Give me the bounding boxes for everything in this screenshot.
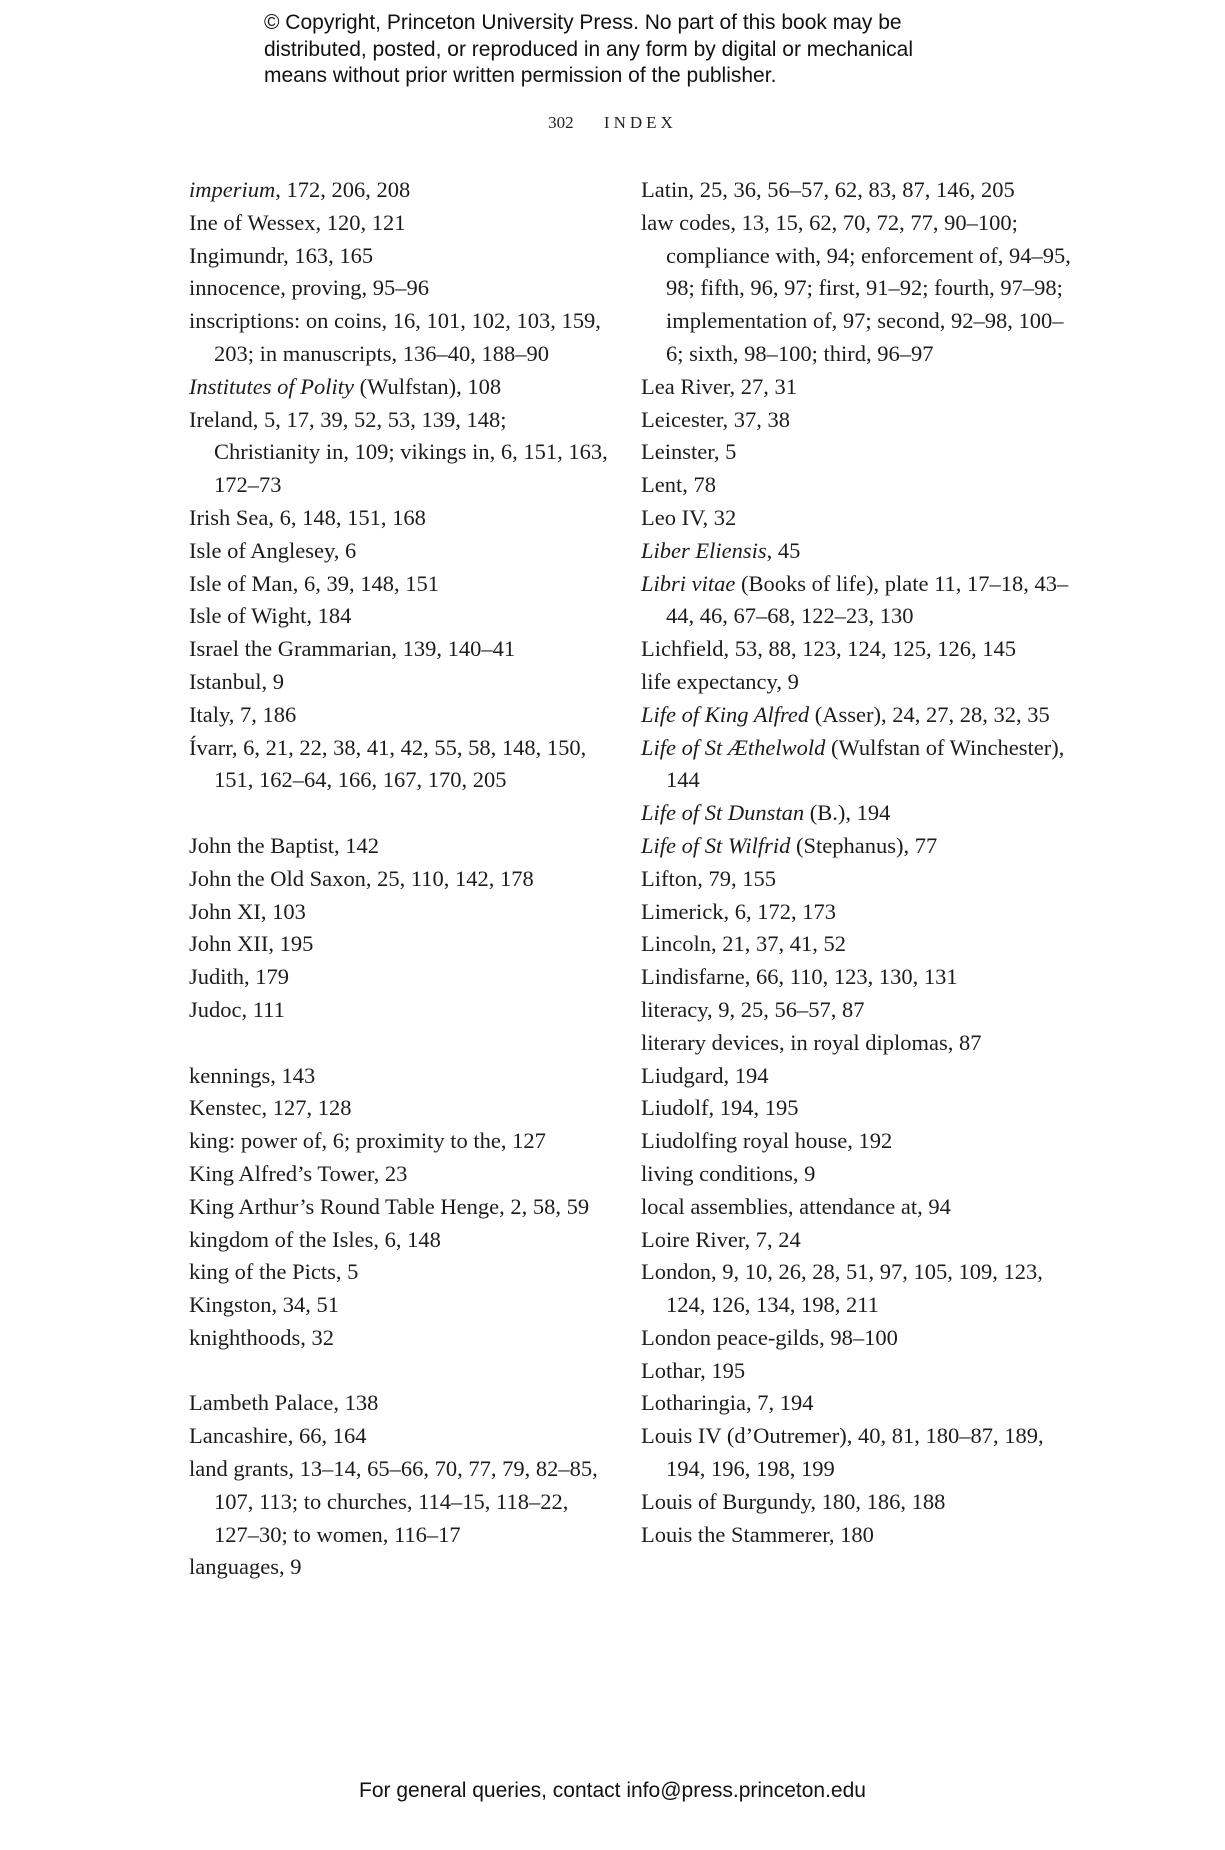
index-entry xyxy=(641,666,1071,699)
entry-locators: (Asser), 24, 27, 28, 32, 35 xyxy=(809,701,1050,727)
entry-term: Liudolf xyxy=(641,1095,709,1121)
entry-locators: , 5 xyxy=(335,1259,359,1285)
entry-locators: , 6, 172, 173 xyxy=(723,898,836,924)
index-entry xyxy=(189,600,609,633)
index-entry xyxy=(189,1420,609,1453)
entry-locators: , 21, 37, 41, 52 xyxy=(710,931,846,957)
index-entry xyxy=(189,1092,609,1125)
index-entry xyxy=(189,568,609,601)
entry-term: literary devices, in royal diplomas xyxy=(641,1029,948,1055)
entry-term: Lancashire xyxy=(189,1423,288,1449)
entry-term: Lindisfarne xyxy=(641,964,745,990)
entry-term: Isle of Man xyxy=(189,570,293,596)
copyright-line: distributed, posted, or reproduced in any form by digital or mechanical xyxy=(264,37,914,61)
entry-term: London xyxy=(641,1259,711,1285)
entry-term: Life of St Æthelwold xyxy=(641,734,826,760)
entry-locators: , 37, 38 xyxy=(722,406,791,432)
index-entry xyxy=(189,1060,609,1093)
entry-locators: , 5 xyxy=(713,439,737,465)
entry-term: King Arthur’s Round Table Henge xyxy=(189,1193,500,1219)
index-entry xyxy=(189,305,609,371)
index-entry xyxy=(641,896,1071,929)
entry-term: local assemblies, attendance at xyxy=(641,1193,918,1219)
entry-locators: , 98–100 xyxy=(819,1324,898,1350)
entry-term: Leicester xyxy=(641,406,723,432)
entry-locators: , 7, 186 xyxy=(228,701,297,727)
copyright-line: means without prior written permission of the publisher. xyxy=(264,64,777,87)
index-entry xyxy=(189,863,609,896)
index-entry xyxy=(189,928,609,961)
entry-term: literacy xyxy=(641,996,707,1022)
entry-locators: , 40, 81, 180–87, 189, 194, 196, 198, 199 xyxy=(666,1423,1044,1482)
entry-locators: , 78 xyxy=(682,472,716,498)
index-entry xyxy=(189,174,609,207)
entry-locators: , 53, 88, 123, 124, 125, 126, 145 xyxy=(723,636,1016,662)
entry-locators: (Wulfstan of Winchester), 144 xyxy=(666,734,1065,793)
entry-locators: , 7, 194 xyxy=(745,1390,814,1416)
index-entry xyxy=(189,1551,609,1584)
index-entry xyxy=(641,863,1071,896)
letter-group-gap xyxy=(189,797,609,830)
index-entry xyxy=(641,1355,1071,1388)
entry-term: Leinster xyxy=(641,439,714,465)
entry-term: Lent xyxy=(641,472,683,498)
index-column-left xyxy=(189,174,609,1584)
index-entry xyxy=(641,699,1071,732)
entry-term: Lambeth Palace xyxy=(189,1390,334,1416)
running-header xyxy=(0,113,1225,133)
entry-locators: , 139, 140–41 xyxy=(391,636,516,662)
entry-term: Lothar xyxy=(641,1357,701,1383)
entry-locators: , 6, 148, 151, 168 xyxy=(268,504,426,530)
entry-term: Irish Sea xyxy=(189,504,269,530)
index-entry xyxy=(641,961,1071,994)
entry-locators: , 195 xyxy=(700,1357,746,1383)
entry-term: Ireland xyxy=(189,406,253,432)
entry-locators: , 95–96 xyxy=(361,275,429,301)
copyright-line: © Copyright, Princeton University Press. No part of this book may be xyxy=(264,11,902,34)
entry-term: Ingimundr xyxy=(189,242,284,268)
entry-locators: , 172, 206, 208 xyxy=(275,177,411,202)
entry-term: John XII xyxy=(189,931,269,957)
index-entry xyxy=(641,1191,1071,1224)
index-entry xyxy=(189,1387,609,1420)
entry-term: Institutes of Polity xyxy=(189,373,354,399)
index-entry xyxy=(641,994,1071,1027)
entry-locators: , 143 xyxy=(270,1062,316,1088)
entry-locators: , 25, 110, 142, 178 xyxy=(365,865,534,891)
entry-term: Lea River xyxy=(641,373,730,399)
index-entry xyxy=(641,1092,1071,1125)
page-number: 302 xyxy=(548,113,574,132)
index-entry xyxy=(641,1486,1071,1519)
index-entry xyxy=(641,404,1071,437)
entry-term: John the Old Saxon xyxy=(189,865,366,891)
index-entry xyxy=(641,1256,1071,1322)
entry-locators: , 16, 101, 102, 103, 159, 203; in manuscripts, 136–40, 188–90 xyxy=(214,308,601,366)
entry-locators: , 13, 15, 62, 70, 72, 77, 90–100; compliance with, 94; enforcement of, 94–95, 98; fifth, 96, 97; first, 91–92; fourth, 97–98; implementation of, 97; second, 92–98, 100–6; sixth, 98–100; third, 96–97 xyxy=(666,209,1071,366)
index-entry xyxy=(641,207,1071,371)
entry-locators: , 9, 25, 56–57, 87 xyxy=(707,996,865,1022)
index-entry xyxy=(189,272,609,305)
index-entry xyxy=(641,928,1071,961)
entry-locators: , 192 xyxy=(847,1128,893,1154)
entry-term: Isle of Wight xyxy=(189,603,307,629)
entry-locators: , 163, 165 xyxy=(283,242,374,268)
index-entry xyxy=(641,1387,1071,1420)
index-entry xyxy=(189,1453,609,1551)
index-entry xyxy=(189,961,609,994)
index-entry xyxy=(189,732,609,798)
section-title: INDEX xyxy=(603,113,677,132)
entry-term: Limerick xyxy=(641,898,724,924)
entry-locators: , 194 xyxy=(723,1062,769,1088)
entry-term: Liber Eliensis xyxy=(641,537,767,563)
index-entry xyxy=(641,732,1071,798)
index-entry xyxy=(189,404,609,502)
entry-locators: , 195 xyxy=(268,931,314,957)
entry-locators: (Wulfstan), 108 xyxy=(353,373,502,399)
entry-term: Italy xyxy=(189,701,229,727)
entry-term: Louis IV (d’Outremer) xyxy=(641,1423,847,1449)
index-entry xyxy=(641,1125,1071,1158)
entry-locators: , 142 xyxy=(334,832,379,858)
entry-term: Judith xyxy=(189,964,245,990)
footer-contact: For general queries, contact info@press.princeton.edu xyxy=(359,1779,866,1802)
entry-term: law codes xyxy=(641,209,731,235)
index-entry xyxy=(189,1158,609,1191)
entry-locators: , 9 xyxy=(776,668,799,694)
entry-locators: , 25, 36, 56–57, 62, 83, 87, 146, 205 xyxy=(688,177,1015,202)
index-entry xyxy=(189,633,609,666)
index-entry xyxy=(189,371,609,404)
entry-term: Kenstec xyxy=(189,1095,262,1121)
entry-term: John the Baptist xyxy=(189,832,334,858)
entry-term: Louis the Stammerer xyxy=(641,1521,829,1547)
entry-locators: , 6 xyxy=(333,537,357,563)
index-entry xyxy=(189,699,609,732)
entry-term: innocence, proving xyxy=(189,275,362,301)
entry-term: Louis of Burgundy xyxy=(641,1488,811,1514)
index-entry xyxy=(641,568,1071,634)
index-entry xyxy=(641,535,1071,568)
index-entry xyxy=(189,1322,609,1355)
entry-locators: , 120, 121 xyxy=(315,209,406,235)
entry-term: Ívarr xyxy=(189,734,232,760)
entry-term: Leo IV xyxy=(641,504,703,530)
entry-term: land grants xyxy=(189,1456,289,1482)
index-column-right xyxy=(641,174,1071,1551)
index-entry xyxy=(189,896,609,929)
entry-term: kennings xyxy=(189,1062,271,1088)
entry-locators: , 9, 10, 26, 28, 51, 97, 105, 109, 123, 124, 126, 134, 198, 211 xyxy=(666,1259,1043,1318)
entry-locators: , 32 xyxy=(702,504,737,530)
index-entry xyxy=(189,240,609,273)
entry-term: king: power of xyxy=(189,1128,322,1154)
entry-term: Judoc xyxy=(189,996,242,1022)
index-entry xyxy=(189,1256,609,1289)
entry-locators: , 180, 186, 188 xyxy=(810,1488,946,1514)
index-entry xyxy=(641,1158,1071,1191)
index-entry xyxy=(641,1060,1071,1093)
entry-locators: , 111 xyxy=(241,996,285,1022)
entry-locators: , 2, 58, 59 xyxy=(499,1193,590,1219)
entry-locators: (Stephanus), 77 xyxy=(790,832,938,858)
index-entry xyxy=(189,666,609,699)
entry-locators: , 6, 21, 22, 38, 41, 42, 55, 58, 148, 150, 151, 162–64, 166, 167, 170, 205 xyxy=(214,734,587,793)
index-entry xyxy=(641,174,1071,207)
index-entry xyxy=(189,535,609,568)
entry-locators: , 179 xyxy=(244,964,290,990)
index-entry xyxy=(189,1191,609,1224)
entry-term: knighthoods xyxy=(189,1324,301,1350)
index-entry xyxy=(641,830,1071,863)
index-entry xyxy=(189,502,609,535)
entry-term: king of the Picts xyxy=(189,1259,336,1285)
entry-locators: , 87 xyxy=(947,1029,982,1055)
entry-term: Ine of Wessex xyxy=(189,209,316,235)
index-entry xyxy=(641,1027,1071,1060)
entry-locators: , 6, 39, 148, 151 xyxy=(292,570,439,596)
entry-locators: , 34, 51 xyxy=(271,1292,340,1318)
letter-group-gap xyxy=(189,1027,609,1060)
entry-term: Libri vitae xyxy=(641,570,736,596)
entry-locators: , 9 xyxy=(261,668,284,694)
entry-term: imperium xyxy=(189,177,276,202)
entry-locators: , 103 xyxy=(260,898,306,924)
index-entry xyxy=(641,436,1071,469)
entry-locators: , 66, 164 xyxy=(287,1423,367,1449)
entry-locators: , 127, 128 xyxy=(261,1095,352,1121)
entry-term: Lotharingia xyxy=(641,1390,746,1416)
entry-locators: , 138 xyxy=(333,1390,379,1416)
entry-locators: (B.), 194 xyxy=(804,800,891,826)
entry-term: languages xyxy=(189,1554,279,1580)
entry-term: Lifton xyxy=(641,865,698,891)
entry-locators: , 6; proximity to the, 127 xyxy=(321,1128,546,1154)
entry-term: Loire River xyxy=(641,1226,745,1252)
entry-locators: , 5, 17, 39, 52, 53, 139, 148; Christianity in, 109; vikings in, 6, 151, 163, 172–73 xyxy=(214,406,608,498)
index-entry xyxy=(641,371,1071,404)
entry-term: Life of St Dunstan xyxy=(641,800,805,826)
entry-locators: , 6, 148 xyxy=(373,1226,441,1252)
entry-term: living conditions xyxy=(641,1160,793,1186)
entry-locators: , 94 xyxy=(917,1193,951,1219)
entry-term: Liudolfing royal house xyxy=(641,1128,848,1154)
entry-term: life expectancy xyxy=(641,668,777,694)
entry-locators: , 79, 155 xyxy=(697,865,776,891)
entry-locators: , 66, 110, 123, 130, 131 xyxy=(744,964,958,990)
entry-locators: , 13–14, 65–66, 70, 77, 79, 82–85, 107, 113; to churches, 114–15, 118–22, 127–30; to women, 116–17 xyxy=(214,1456,598,1547)
index-entry xyxy=(189,1125,609,1158)
entry-term: Lincoln xyxy=(641,931,711,957)
index-entry xyxy=(641,502,1071,535)
entry-term: Kingston xyxy=(189,1292,272,1318)
entry-term: John XI xyxy=(189,898,261,924)
index-entry xyxy=(641,469,1071,502)
index-entry xyxy=(641,1224,1071,1257)
entry-locators: , 7, 24 xyxy=(744,1226,801,1252)
entry-locators: , 9 xyxy=(278,1554,302,1580)
entry-locators: , 45 xyxy=(766,537,801,563)
index-entry xyxy=(189,994,609,1027)
entry-locators: , 180 xyxy=(828,1521,874,1547)
entry-term: Lichfield xyxy=(641,636,724,662)
entry-term: Istanbul xyxy=(189,668,262,694)
entry-locators: , 194, 195 xyxy=(708,1095,799,1121)
entry-locators: (Books of life), plate 11, 17–18, 43–44, 46, 67–68, 122–23, 130 xyxy=(666,570,1069,629)
index-entry xyxy=(641,1420,1071,1486)
entry-locators: , 9 xyxy=(792,1160,816,1186)
index-entry xyxy=(189,830,609,863)
copyright-notice xyxy=(264,10,964,90)
entry-term: London peace-gilds xyxy=(641,1324,820,1350)
entry-term: Liudgard xyxy=(641,1062,724,1088)
entry-term: Life of St Wilfrid xyxy=(641,832,791,858)
index-entry xyxy=(641,1519,1071,1552)
entry-term: Latin xyxy=(641,177,689,202)
entry-locators: , 23 xyxy=(373,1160,408,1186)
index-entry xyxy=(189,1289,609,1322)
letter-group-gap xyxy=(189,1355,609,1388)
entry-term: Israel the Grammarian xyxy=(189,636,392,662)
entry-term: Life of King Alfred xyxy=(641,701,810,727)
entry-term: King Alfred’s Tower xyxy=(189,1160,374,1186)
entry-locators: , 27, 31 xyxy=(729,373,797,399)
index-entry xyxy=(641,1322,1071,1355)
entry-term: kingdom of the Isles xyxy=(189,1226,374,1252)
index-entry xyxy=(641,633,1071,666)
index-entry xyxy=(641,797,1071,830)
index-entry xyxy=(189,1224,609,1257)
entry-term: Isle of Anglesey xyxy=(189,537,334,563)
index-entry xyxy=(189,207,609,240)
entry-term: inscriptions: on coins xyxy=(189,308,382,334)
entry-locators: , 32 xyxy=(300,1324,335,1350)
entry-locators: , 184 xyxy=(306,603,352,629)
